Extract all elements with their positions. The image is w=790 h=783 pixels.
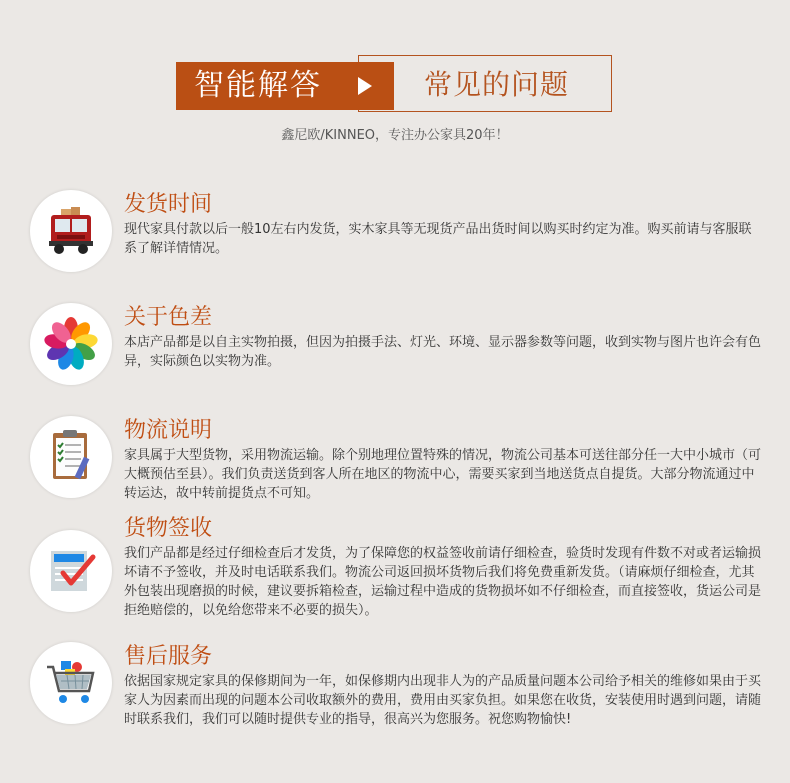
brand-subtitle: 鑫尼欧/KINNEO，专注办公家具20年！ [281, 128, 509, 143]
faq-title: 物流说明 [124, 418, 213, 443]
page-title: 常见的问题 [424, 68, 570, 101]
faq-title: 售后服务 [124, 644, 213, 669]
faq-title: 发货时间 [124, 192, 213, 217]
clipboard-checklist-icon [30, 416, 112, 498]
header-tag-text: 智能解答 [194, 68, 322, 103]
header-tag [176, 62, 394, 110]
faq-title: 货物签收 [124, 516, 213, 541]
faq-text: 家具属于大型货物，采用物流运输。除个别地理位置特殊的情况，物流公司基本可送往部分任一大中小城市（可大概预估至县）。我们负责送货到客人所在地区的物流中心，需要买家到当地送货点自提货。大部分物流通过中转运达，故中转前提货点不可知。 [124, 448, 762, 501]
signed-document-icon [30, 530, 112, 612]
faq-title: 关于色差 [124, 305, 213, 330]
shopping-cart-icon [30, 642, 112, 724]
play-arrow-icon [358, 77, 372, 95]
header [176, 55, 612, 112]
color-wheel-icon [30, 303, 112, 385]
faq-text: 现代家具付款以后一般10左右内发货，实木家具等无现货产品出货时间以购买时约定为准。购买前请与客服联系了解详情情况。 [124, 222, 752, 256]
faq-text: 我们产品都是经过仔细检查后才发货，为了保障您的权益签收前请仔细检查，验货时发现有件数不对或者运输损坏请不予签收，并及时电话联系我们。物流公司返回损坏货物后我们将免费重新发货。（请麻烦仔细检查，尤其外包装出现磨损的时候，建议要拆箱检查，运输过程中造成的货物损坏如不仔细检查，而直接签收，货运公司是拒绝赔偿的，以免给您带来不必要的损失）。 [124, 546, 762, 618]
faq-text: 依据国家规定家具的保修期间为一年，如保修期内出现非人为的产品质量问题本公司给予相关的维修如果由于买家人为因素而出现的问题本公司收取额外的费用，费用由买家负担。如果您在收货，安装使用时遇到问题，请随时联系我们，我们可以随时提供专业的指导，很高兴为您服务。祝您购物愉快! [124, 674, 762, 727]
faq-text: 本店产品都是以自主实物拍摄，但因为拍摄手法、灯光、环境、显示器参数等问题，收到实物与图片也许会有色异，实际颜色以实物为准。 [124, 335, 762, 369]
delivery-truck-icon [30, 190, 112, 272]
